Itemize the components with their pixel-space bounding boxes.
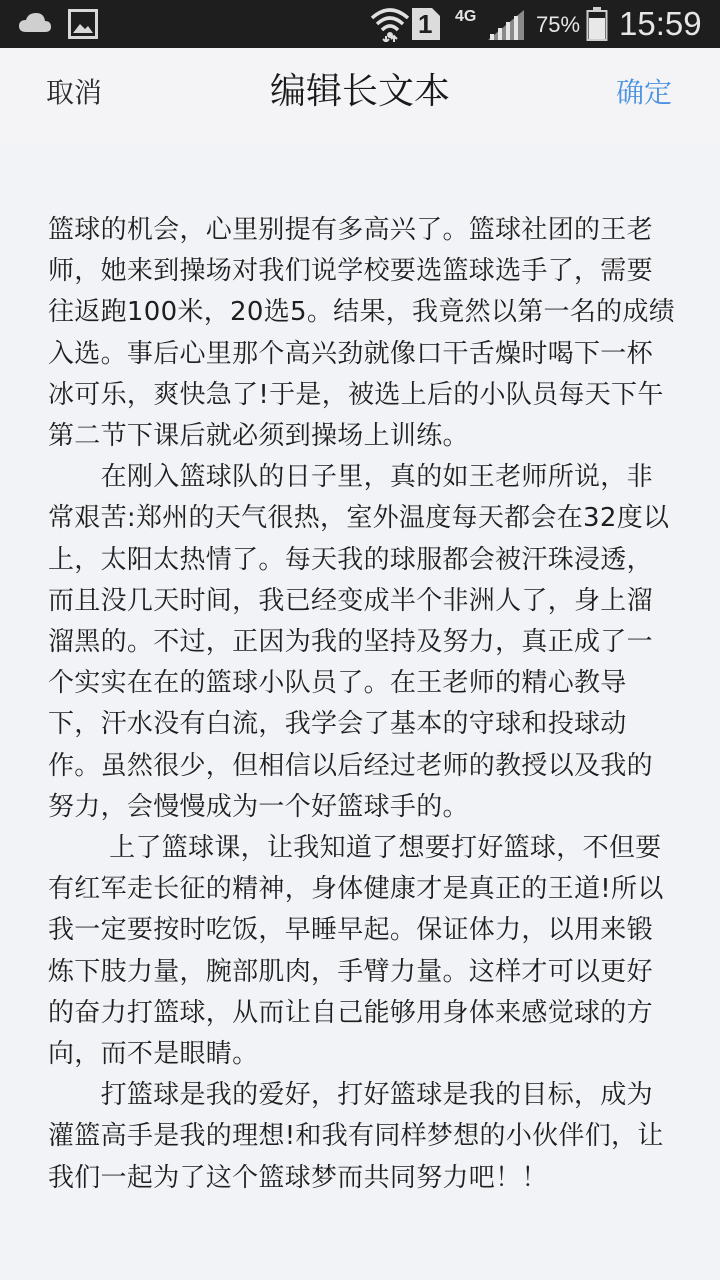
sim-slot-label: 1	[418, 9, 433, 39]
clock-time: 15:59	[619, 5, 702, 42]
cancel-button[interactable]: 取消	[46, 76, 103, 109]
text-paragraph-2: 在刚入篮球队的日子里，真的如王老师所说，非常艰苦:郑州的天气很热，室外温度每天都会在32度以上，太阳太热情了。每天我的球服都会被汗珠浸透，而且没几天时间，我已经变成半个非洲人了，身上溜溜黑的。不过，正因为我的坚持及努力，真正成了一个实实在在的篮球小队员了。在王老师的精心教导下，汗水没有白流，我学会了基本的守球和投球动作。虽然很少，但相信以后经过老师的教授以及我的努力，会慢慢成为一个好篮球手的。	[48, 462, 670, 822]
title-bar	[0, 48, 720, 144]
text-paragraph-4: 打篮球是我的爱好，打好篮球是我的目标，成为灌篮高手是我的理想!和我有同样梦想的小伙伴们，让我们一起为了这个篮球梦而共同努力吧！！	[48, 1080, 664, 1193]
confirm-button[interactable]: 确定	[616, 76, 673, 109]
wifi-icon	[370, 6, 410, 46]
long-text-editor[interactable]	[48, 210, 678, 1199]
battery-percent: 75%	[536, 12, 581, 37]
editor-area	[0, 144, 720, 1280]
status-bar	[0, 0, 720, 48]
page-title: 编辑长文本	[269, 71, 450, 112]
signal-icon	[488, 10, 524, 44]
battery-icon	[586, 7, 608, 45]
text-paragraph-1: 篮球的机会，心里别提有多高兴了。篮球社团的王老师，她来到操场对我们说学校要选篮球选手了，需要往返跑100米，20选5。结果，我竟然以第一名的成绩入选。事后心里那个高兴劲就像口干舌燥时喝下一杯冰可乐，爽快急了!于是，被选上后的小队员每天下午第二节下课后就必须到操场上训练。	[48, 215, 676, 452]
text-paragraph-3: 上了篮球课，让我知道了想要打好篮球，不但要有红军走长征的精神，身体健康才是真正的王道!所以我一定要按时吃饭，早睡早起。保证体力，以用来锻炼下肢力量，腕部肌肉，手臂力量。这样才可以更好的奋力打篮球，从而让自己能够用身体来感觉球的方向，而不是眼睛。	[48, 833, 664, 1070]
network-type-label: 4G	[455, 8, 477, 25]
image-icon	[68, 9, 98, 43]
cloud-icon	[18, 10, 52, 40]
